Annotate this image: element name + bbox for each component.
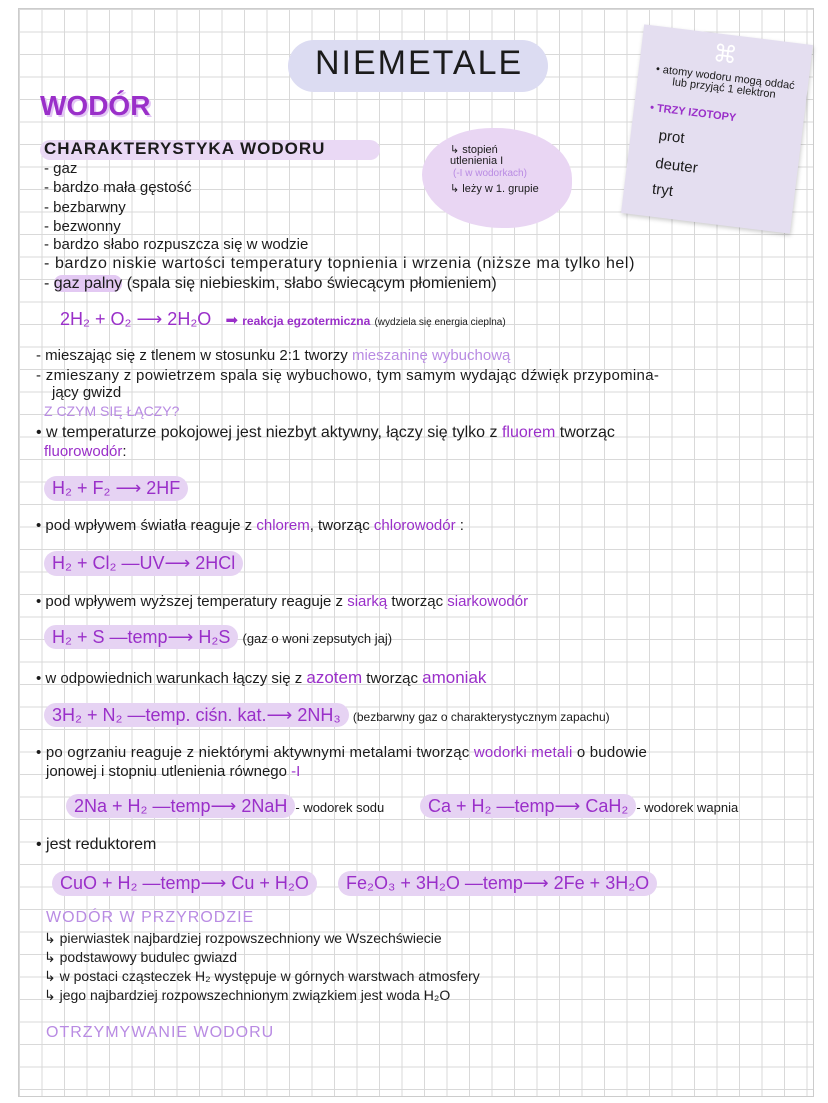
text: tworząc [362, 670, 423, 687]
char-item: - bezbarwny [44, 199, 126, 216]
term: azotem [306, 668, 363, 687]
term: siarką [347, 593, 388, 610]
char-item: - bardzo słabo rozpuszcza się w wodzie [44, 236, 309, 253]
equation-nh3-row [44, 705, 610, 726]
equation-nah: 2Na + H₂ ―temp⟶ 2NaH [66, 794, 295, 818]
bow-icon: ⌘ [711, 40, 739, 70]
metal-line-2 [46, 763, 300, 780]
dash: - [44, 275, 54, 292]
fluor-line-2 [44, 443, 127, 460]
highlight-term: mieszaninę wybuchową [351, 347, 511, 364]
equation-note: - wodorek wapnia [636, 800, 739, 815]
mix-line-2b: jący gwizd [52, 384, 122, 401]
equation-water [60, 309, 506, 330]
equation-hf: H₂ + F₂ ⟶ 2HF [44, 476, 188, 501]
equation-cuo: CuO + H₂ ―temp⟶ Cu + H₂O [52, 871, 317, 896]
equation-h2s: H₂ + S ―temp⟶ H₂S [44, 625, 238, 649]
equation-note: (gaz o woni zepsutych jaj) [242, 631, 393, 646]
equation: 2H₂ + O₂ ⟶ 2H₂O [60, 309, 212, 329]
reductor-line: • jest reduktorem [36, 836, 157, 853]
text: • pod wpływem światła reaguje z [36, 517, 257, 534]
text: • w temperaturze pokojowej jest niezbyt aktywny, łączy się tylko z [36, 424, 502, 441]
isotope-deuter: deuter [654, 154, 699, 177]
azot-line [36, 668, 486, 688]
term: -I [291, 763, 301, 780]
bubble-group: ↳ leży w 1. grupie [450, 183, 539, 195]
equation-nah-row [66, 796, 384, 817]
reaction-note: (wydziela się energia cieplna) [374, 317, 506, 328]
text: : [122, 443, 127, 460]
term: chlorowodór [373, 517, 456, 534]
text: tworząc [387, 593, 448, 610]
mix-line-2: - zmieszany z powietrzem spala się wybuchowo, tym samym wydając dźwięk przypomina- [36, 367, 660, 384]
note-electrons: • atomy wodoru mogą oddać lub przyjąć 1 elektron [655, 63, 796, 101]
page-title: NIEMETALE [315, 44, 524, 82]
subheading-combinations: Z CZYM SIĘ ŁĄCZY? [44, 403, 180, 419]
char-item: - gaz [44, 160, 78, 177]
term: siarkowodór [447, 593, 529, 610]
reaction-type: reakcja egzotermiczna [242, 314, 371, 328]
equation-note: - wodorek sodu [295, 800, 385, 815]
text: • pod wpływem wyższej temperatury reaguje z [36, 593, 348, 610]
char-item: - bardzo mała gęstość [44, 179, 192, 196]
nature-item: ↳ jego najbardziej rozpowszechnionym związkiem jest woda H₂O [44, 987, 451, 1003]
term: chlorem [256, 517, 310, 534]
bubble-oxidation: ↳ stopień utlenienia I [450, 144, 504, 167]
metal-line [36, 744, 647, 761]
term: fluorem [501, 424, 556, 441]
fluor-line [36, 424, 615, 442]
equation-cah2: Ca + H₂ ―temp⟶ CaH₂ [420, 794, 636, 818]
text: tworząc [555, 424, 615, 441]
text: : [455, 517, 464, 534]
arrow-icon: ➡ [225, 312, 239, 329]
term: fluorowodór [44, 443, 123, 460]
sticky-note [621, 24, 813, 233]
nature-item: ↳ podstawowy budulec gwiazd [44, 949, 238, 965]
equation-h2s-row [44, 627, 392, 648]
char-item-gaz-palny [44, 275, 497, 293]
text: o budowie [572, 744, 648, 761]
equation-fe2o3: Fe₂O₃ + 3H₂O ―temp⟶ 2Fe + 3H₂O [338, 871, 657, 896]
gaz-palny-highlight: gaz palny [53, 275, 123, 292]
text: jonowej i stopniu utlenienia równego [46, 763, 292, 780]
obtain-heading: OTRZYMYWANIE WODORU [46, 1024, 275, 1041]
term: wodorki metali [473, 744, 573, 761]
char-heading: CHARAKTERYSTYKA WODORU [44, 139, 326, 158]
gaz-palny-rest: (spala się niebieskim, słabo świecącym płomieniem) [122, 275, 497, 292]
text: • po ogrzaniu reaguje z niektórymi aktywnymi metalami tworząc [36, 744, 474, 761]
isotope-prot: prot [657, 127, 686, 148]
text: , tworząc [309, 517, 374, 534]
chlor-line [36, 517, 464, 534]
nature-item: ↳ pierwiastek najbardziej rozpowszechniony we Wszechświecie [44, 930, 442, 946]
section-heading: WODÓR [40, 90, 151, 121]
mix-line-1 [36, 347, 510, 364]
equation-note: (bezbarwny gaz o charakterystycznym zapachu) [352, 710, 610, 724]
siarka-line [36, 593, 528, 610]
nature-heading: WODÓR W PRZYRODZIE [46, 909, 255, 926]
text: - mieszając się z tlenem w stosunku 2:1 tworzy [36, 347, 352, 364]
char-item: - bardzo niskie wartości temperatury topnienia i wrzenia (niższe ma tylko hel) [44, 255, 636, 272]
equation-hcl: H₂ + Cl₂ ―UV⟶ 2HCl [44, 551, 243, 576]
nature-item: ↳ w postaci cząsteczek H₂ występuje w górnych warstwach atmosfery [44, 968, 480, 984]
note-isotopes-title: • TRZY IZOTOPY [649, 101, 737, 125]
equation-nh3: 3H₂ + N₂ ―temp. ciśn. kat.⟶ 2NH₃ [44, 703, 349, 727]
bubble-oxidation-note: (-I w wodorkach) [453, 168, 527, 179]
text: • w odpowiednich warunkach łączy się z [36, 670, 307, 687]
isotope-tryt: tryt [651, 180, 674, 201]
char-item: - bezwonny [44, 218, 121, 235]
equation-cah2-row [420, 796, 738, 817]
term: amoniak [422, 668, 487, 687]
